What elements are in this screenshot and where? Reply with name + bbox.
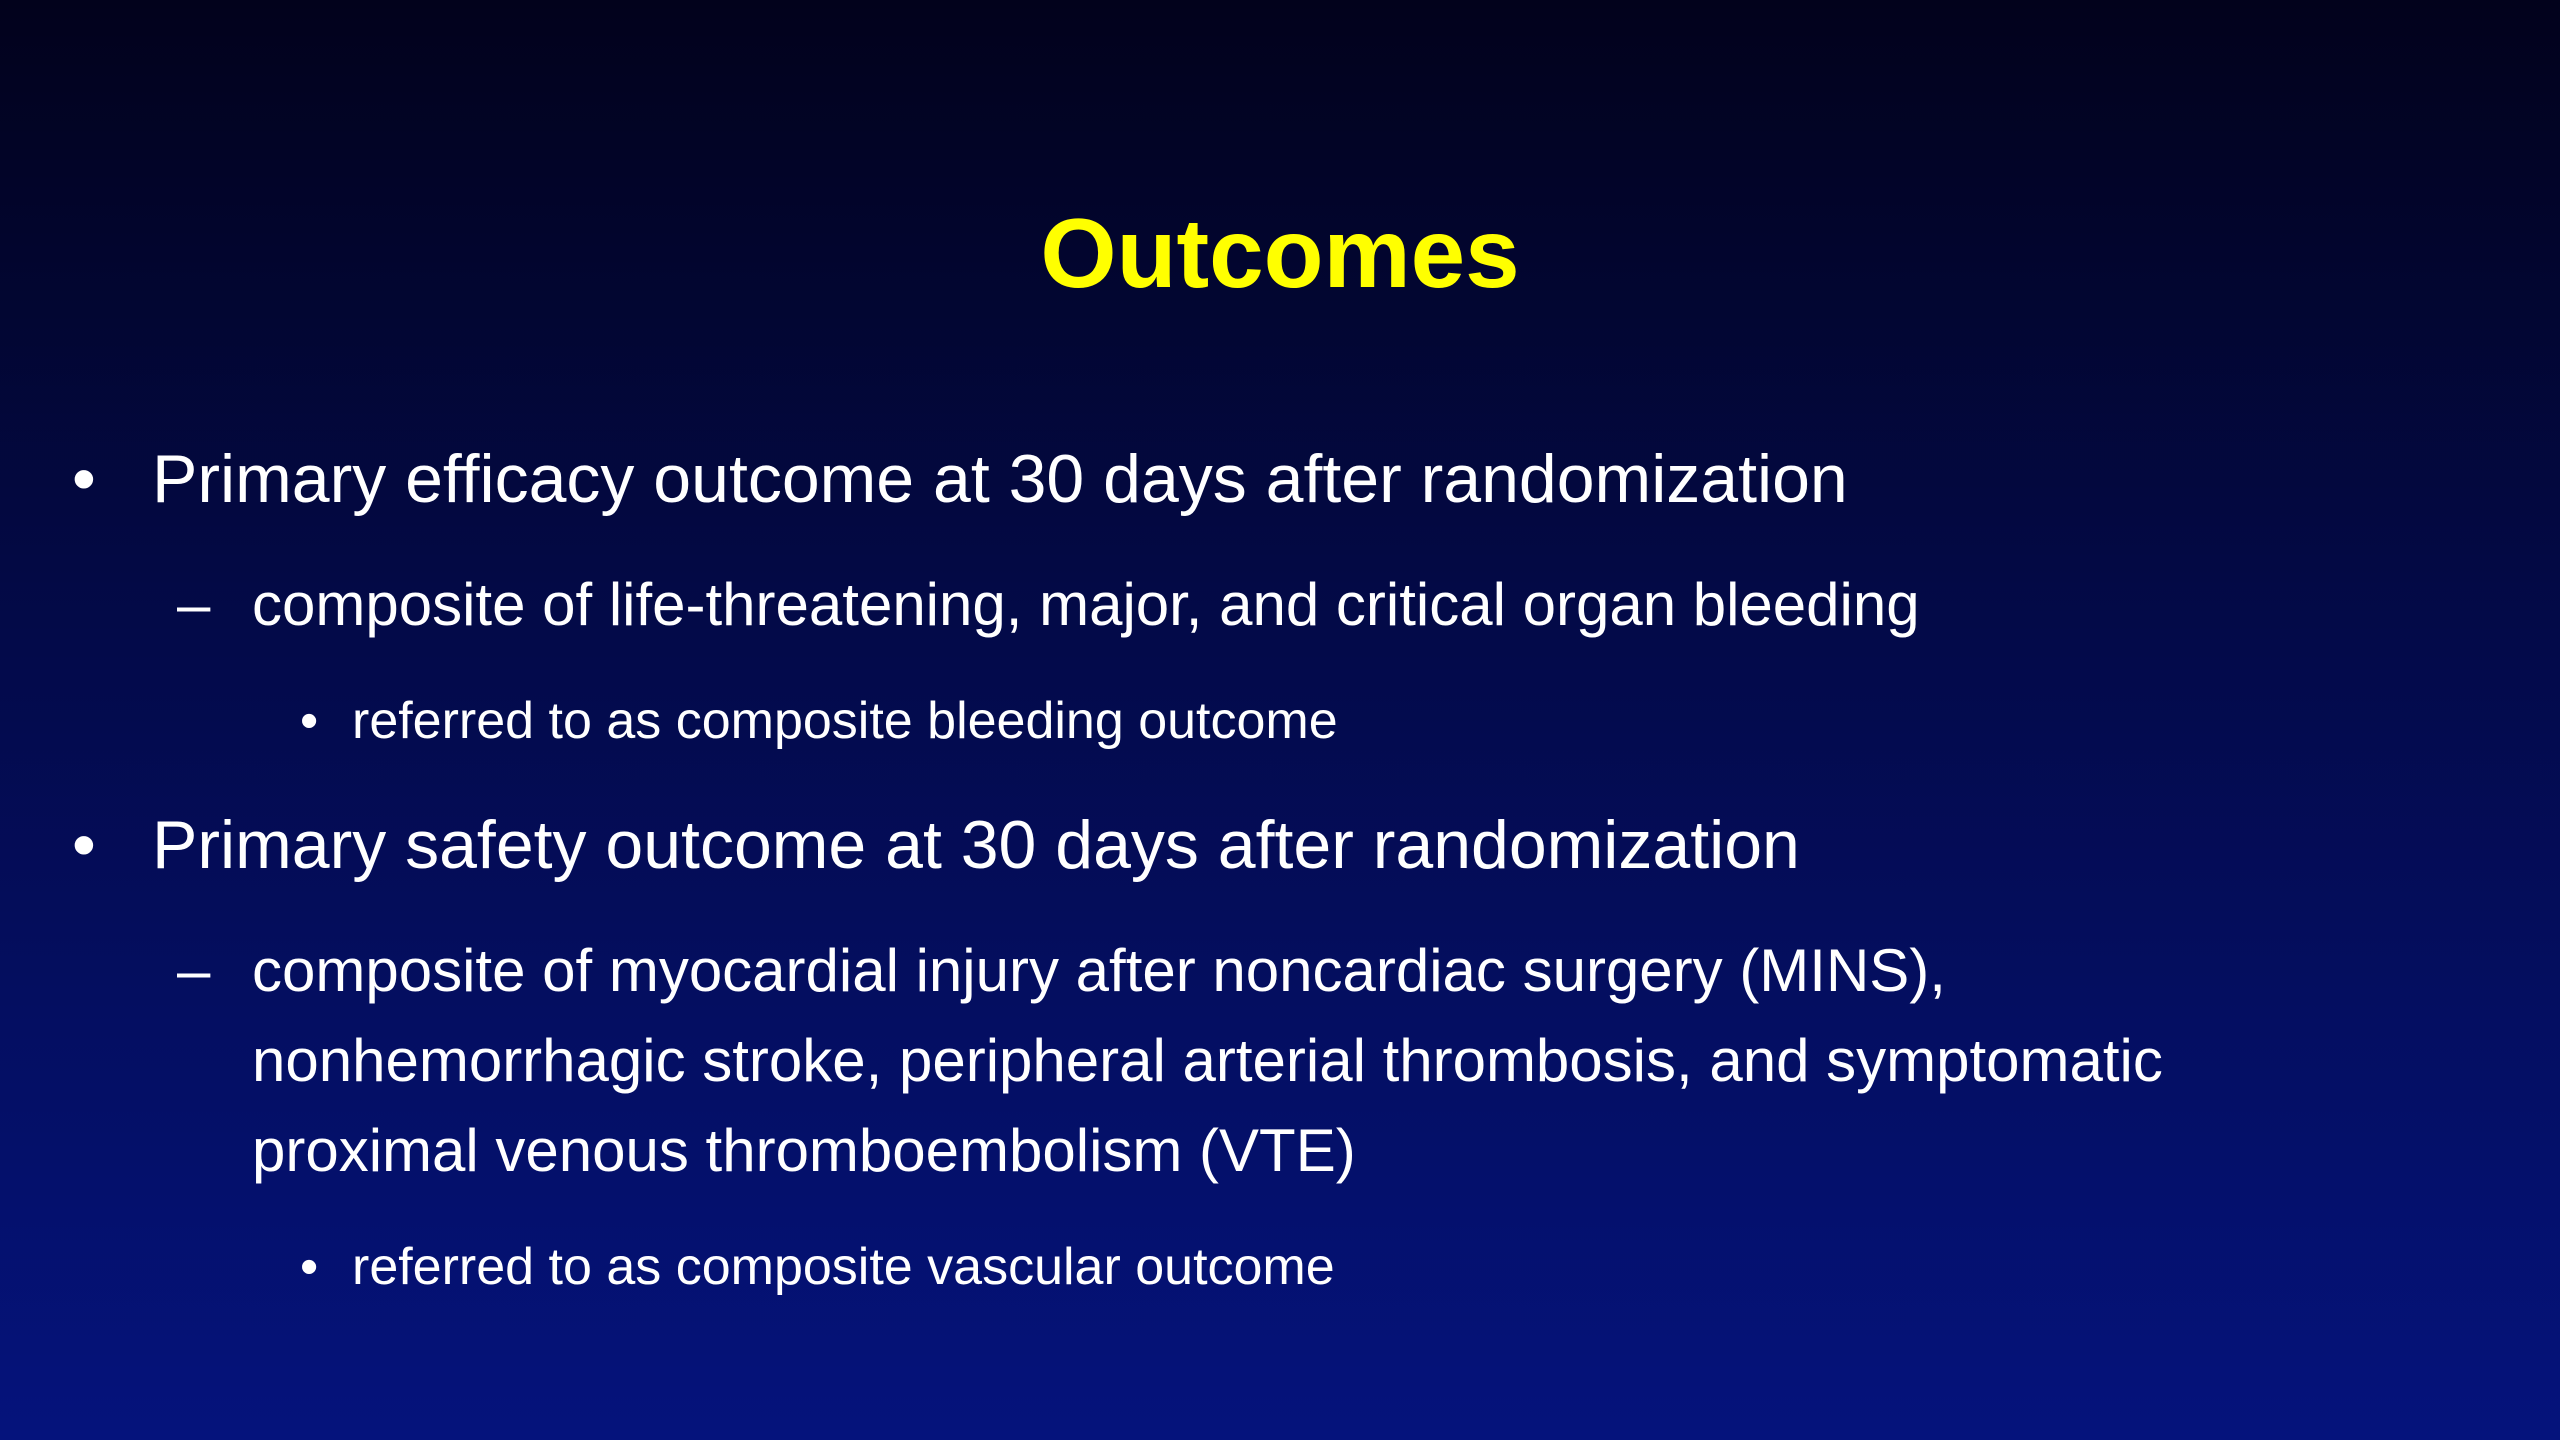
bullet-dot-icon: • (300, 1238, 319, 1296)
note-bleeding-outcome (300, 686, 1338, 756)
bullet-dash-icon: – (177, 571, 211, 638)
sub-bullet-text: composite of life-threatening, major, and critical organ bleeding (252, 571, 1920, 638)
bullet-dot-icon: • (72, 441, 96, 517)
sub-bullet-bleeding-composite (177, 560, 1920, 650)
bullet-efficacy-outcome (72, 434, 1848, 524)
sub-bullet-line: proximal venous thromboembolism (VTE) (252, 1117, 1356, 1184)
note-text: referred to as composite vascular outcome (352, 1238, 1335, 1296)
sub-bullet-vascular-composite (177, 926, 2163, 1196)
note-vascular-outcome (300, 1232, 1335, 1302)
bullet-dot-icon: • (72, 807, 96, 883)
note-text: referred to as composite bleeding outcome (352, 692, 1338, 750)
bullet-text: Primary efficacy outcome at 30 days after randomization (152, 441, 1848, 517)
bullet-text: Primary safety outcome at 30 days after randomization (152, 807, 1800, 883)
sub-bullet-line: composite of myocardial injury after noncardiac surgery (MINS), (252, 937, 1946, 1004)
bullet-dot-icon: • (300, 692, 319, 750)
sub-bullet-line: nonhemorrhagic stroke, peripheral arterial thrombosis, and symptomatic (252, 1027, 2163, 1094)
slide-title: Outcomes (1040, 198, 1520, 308)
bullet-safety-outcome (72, 800, 1800, 890)
bullet-dash-icon: – (177, 937, 211, 1004)
